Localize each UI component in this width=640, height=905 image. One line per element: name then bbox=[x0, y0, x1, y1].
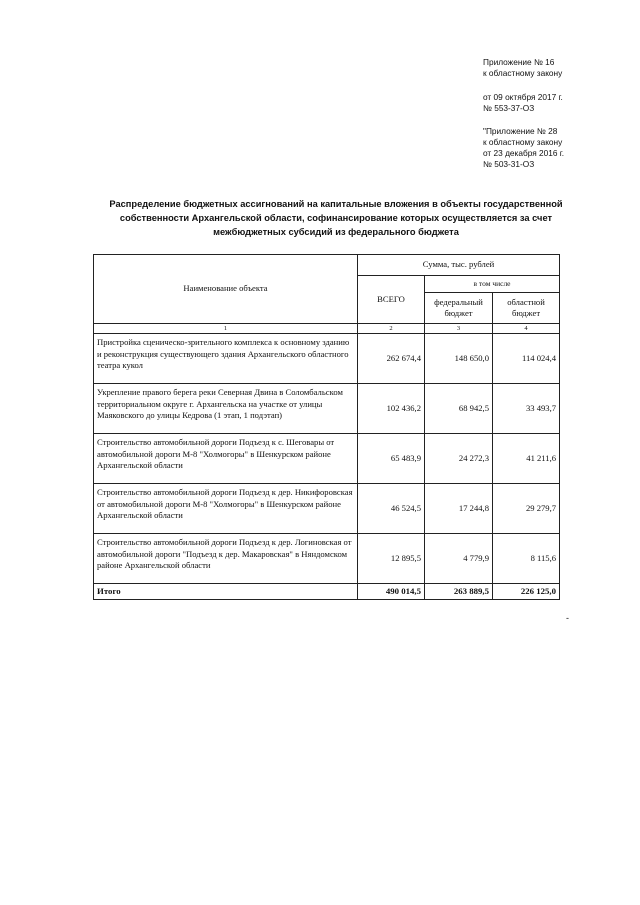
regional-value: 114 024,4 bbox=[493, 334, 560, 384]
header-regional: областной бюджет bbox=[493, 293, 560, 324]
total-row bbox=[94, 584, 560, 600]
header-including: в том числе bbox=[425, 276, 560, 293]
federal-value: 4 779,9 bbox=[425, 534, 493, 584]
federal-value: 148 650,0 bbox=[425, 334, 493, 384]
total-value: 102 436,2 bbox=[358, 384, 425, 434]
grand-total-value: 490 014,5 bbox=[358, 584, 425, 600]
annex-reference bbox=[483, 57, 633, 170]
total-value: 46 524,5 bbox=[358, 484, 425, 534]
table-row bbox=[94, 534, 560, 584]
table-row bbox=[94, 434, 560, 484]
annex-line: Приложение № 16 bbox=[483, 57, 555, 67]
total-value: 262 674,4 bbox=[358, 334, 425, 384]
object-name: Укрепление правого берега реки Северная Двина в Соломбальском территориальном округе г. Архангельска на участке от улицы Маяковского до улицы Кедрова (1 этап, 1 подэтап) bbox=[94, 384, 358, 434]
federal-value: 68 942,5 bbox=[425, 384, 493, 434]
federal-value: 17 244,8 bbox=[425, 484, 493, 534]
table-row bbox=[94, 334, 560, 384]
total-label: Итого bbox=[94, 584, 358, 600]
annex-line: к областному закону bbox=[483, 137, 563, 147]
annex-line: № 553-37-ОЗ bbox=[483, 103, 535, 113]
header-federal: федеральный бюджет bbox=[425, 293, 493, 324]
total-value: 65 483,9 bbox=[358, 434, 425, 484]
document-title: Распределение бюджетных ассигнований на капитальные вложения в объекты государственной собственности Архангельской области, софинансирование которых осуществляется за счет межбюджетных субсидий из федерального бюджета bbox=[109, 199, 563, 237]
column-index: 3 bbox=[425, 324, 493, 334]
annex-line: № 503-31-ОЗ bbox=[483, 159, 535, 169]
total-value: 12 895,5 bbox=[358, 534, 425, 584]
header-sum: Сумма, тыс. рублей bbox=[358, 255, 560, 276]
object-name: Строительство автомобильной дороги Подъезд к с. Шеговары от автомобильной дороги М-8 "Холмогоры" в Шенкурском районе Архангельской области bbox=[94, 434, 358, 484]
federal-value: 24 272,3 bbox=[425, 434, 493, 484]
regional-value: 41 211,6 bbox=[493, 434, 560, 484]
header-total: ВСЕГО bbox=[358, 276, 425, 324]
regional-value: 29 279,7 bbox=[493, 484, 560, 534]
column-index: 4 bbox=[493, 324, 560, 334]
table-header-row bbox=[94, 255, 560, 276]
object-name: Строительство автомобильной дороги Подъезд к дер. Логиновская от автомобильной дороги "Подъезд к дер. Макаровская" в Няндомском районе Архангельской области bbox=[94, 534, 358, 584]
table-row bbox=[94, 484, 560, 534]
object-name: Пристройка сценическо-зрительного комплекса к основному зданию и реконструкция существующего здания Архангельского областного театра кукол bbox=[94, 334, 358, 384]
column-index-row bbox=[94, 324, 560, 334]
column-index: 2 bbox=[358, 324, 425, 334]
grand-federal-value: 263 889,5 bbox=[425, 584, 493, 600]
trailing-mark: - bbox=[566, 613, 569, 623]
grand-regional-value: 226 125,0 bbox=[493, 584, 560, 600]
object-name: Строительство автомобильной дороги Подъезд к дер. Никифоровская от автомобильной дороги М-8 "Холмогоры" в Шенкурском районе Архангельской области bbox=[94, 484, 358, 534]
regional-value: 8 115,6 bbox=[493, 534, 560, 584]
annex-line: к областному закону bbox=[483, 68, 563, 78]
regional-value: 33 493,7 bbox=[493, 384, 560, 434]
annex-line: от 09 октября 2017 г. bbox=[483, 92, 563, 102]
column-index: 1 bbox=[94, 324, 358, 334]
annex-line: "Приложение № 28 bbox=[483, 126, 558, 136]
header-object-name: Наименование объекта bbox=[94, 255, 358, 324]
annex-line: от 23 декабря 2016 г. bbox=[483, 148, 565, 158]
budget-table bbox=[93, 254, 560, 600]
table-row bbox=[94, 384, 560, 434]
